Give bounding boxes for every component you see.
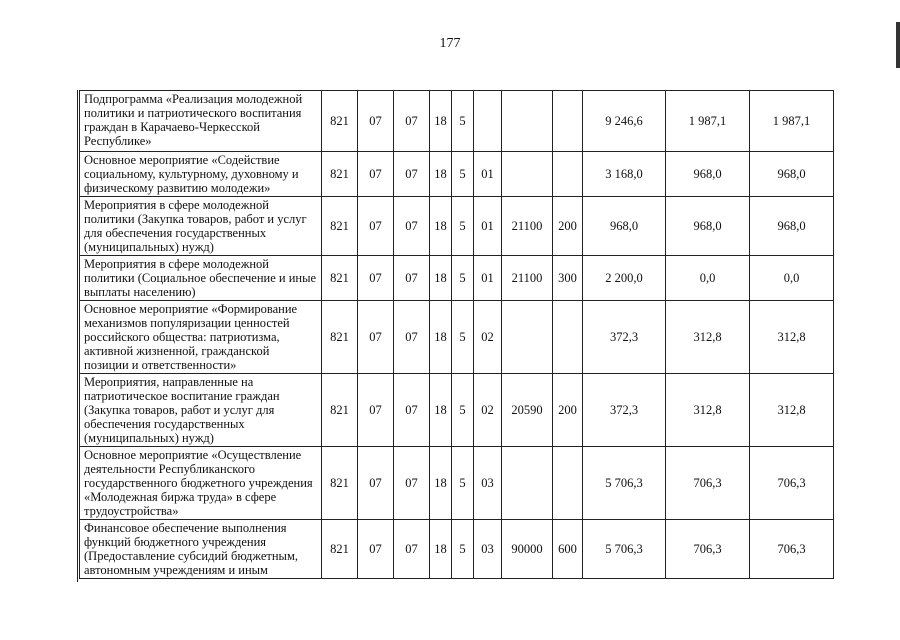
subprogram-cell: 5 [452,152,474,197]
table-row [80,520,834,579]
amount-year2-cell: 0,0 [666,256,750,301]
row-name-cell: Мероприятия в сфере молодежной политики (Социальное обеспечение и иные выплаты населению) [80,256,322,301]
subsection-cell: 07 [394,520,430,579]
subprogram-cell: 5 [452,301,474,374]
code-cell: 821 [322,197,358,256]
code-cell: 821 [322,256,358,301]
program-cell: 18 [430,256,452,301]
code-cell: 821 [322,447,358,520]
amount-year1-cell: 968,0 [583,197,666,256]
row-name-cell: Мероприятия в сфере молодежной политики (Закупка товаров, работ и услуг для обеспечения государственных (муниципальных) нужд) [80,197,322,256]
row-name-cell: Финансовое обеспечение выполнения функций бюджетного учреждения (Предоставление субсидий бюджетным, автономным учреждениям и иным [80,520,322,579]
table-left-rule [77,90,78,582]
subsection-cell: 07 [394,91,430,152]
section-cell: 07 [358,152,394,197]
subprogram-cell: 5 [452,197,474,256]
program-cell: 18 [430,91,452,152]
code-cell: 821 [322,152,358,197]
expense-type-cell: 300 [553,256,583,301]
program-cell: 18 [430,447,452,520]
amount-year3-cell: 0,0 [750,256,834,301]
program-cell: 18 [430,152,452,197]
table-row [80,152,834,197]
table-body [80,91,834,579]
amount-year1-cell: 2 200,0 [583,256,666,301]
table-row [80,197,834,256]
subprogram-cell: 5 [452,91,474,152]
subsection-cell: 07 [394,447,430,520]
expense-type-cell: 600 [553,520,583,579]
table-row [80,256,834,301]
table-row [80,447,834,520]
amount-year1-cell: 9 246,6 [583,91,666,152]
subsection-cell: 07 [394,256,430,301]
subprogram-cell: 5 [452,447,474,520]
section-cell: 07 [358,374,394,447]
event-cell: 03 [474,447,502,520]
section-cell: 07 [358,197,394,256]
code-cell: 821 [322,301,358,374]
amount-year3-cell: 312,8 [750,301,834,374]
amount-year1-cell: 5 706,3 [583,520,666,579]
direction-cell: 21100 [502,256,553,301]
subprogram-cell: 5 [452,374,474,447]
table-row [80,374,834,447]
section-cell: 07 [358,520,394,579]
amount-year2-cell: 1 987,1 [666,91,750,152]
program-cell: 18 [430,197,452,256]
amount-year3-cell: 706,3 [750,447,834,520]
amount-year2-cell: 968,0 [666,197,750,256]
subsection-cell: 07 [394,374,430,447]
expense-type-cell [553,447,583,520]
section-cell: 07 [358,91,394,152]
row-name-cell: Мероприятия, направленные на патриотическое воспитание граждан (Закупка товаров, работ и услуг для обеспечения государственных (муниципальных) нужд) [80,374,322,447]
event-cell: 01 [474,152,502,197]
event-cell: 01 [474,197,502,256]
scan-edge-mark [896,22,900,68]
budget-table [79,90,834,579]
event-cell: 03 [474,520,502,579]
amount-year1-cell: 3 168,0 [583,152,666,197]
direction-cell [502,152,553,197]
table-row [80,301,834,374]
expense-type-cell [553,152,583,197]
amount-year3-cell: 1 987,1 [750,91,834,152]
row-name-cell: Основное мероприятие «Формирование механизмов популяризации ценностей российского общества: патриотизма, активной жизненной, гражданской позиции и ответственности» [80,301,322,374]
direction-cell: 20590 [502,374,553,447]
expense-type-cell: 200 [553,197,583,256]
event-cell: 01 [474,256,502,301]
amount-year2-cell: 312,8 [666,374,750,447]
event-cell [474,91,502,152]
amount-year3-cell: 706,3 [750,520,834,579]
event-cell: 02 [474,374,502,447]
code-cell: 821 [322,91,358,152]
row-name-cell: Подпрограмма «Реализация молодежной политики и патриотического воспитания граждан в Карачаево-Черкесской Республике» [80,91,322,152]
subsection-cell: 07 [394,301,430,374]
section-cell: 07 [358,256,394,301]
direction-cell [502,91,553,152]
section-cell: 07 [358,301,394,374]
program-cell: 18 [430,301,452,374]
page-number: 177 [439,36,461,51]
amount-year2-cell: 706,3 [666,447,750,520]
amount-year2-cell: 706,3 [666,520,750,579]
direction-cell: 90000 [502,520,553,579]
expense-type-cell [553,91,583,152]
amount-year1-cell: 5 706,3 [583,447,666,520]
amount-year3-cell: 968,0 [750,197,834,256]
code-cell: 821 [322,374,358,447]
subprogram-cell: 5 [452,520,474,579]
direction-cell: 21100 [502,197,553,256]
section-cell: 07 [358,447,394,520]
subsection-cell: 07 [394,197,430,256]
row-name-cell: Основное мероприятие «Содействие социальному, культурному, духовному и физическому развитию молодежи» [80,152,322,197]
amount-year1-cell: 372,3 [583,374,666,447]
amount-year3-cell: 312,8 [750,374,834,447]
expense-type-cell: 200 [553,374,583,447]
subprogram-cell: 5 [452,256,474,301]
event-cell: 02 [474,301,502,374]
direction-cell [502,447,553,520]
subsection-cell: 07 [394,152,430,197]
code-cell: 821 [322,520,358,579]
direction-cell [502,301,553,374]
row-name-cell: Основное мероприятие «Осуществление деятельности Республиканского государственного бюджетного учреждения «Молодежная биржа труда» в сфере трудоустройства» [80,447,322,520]
amount-year1-cell: 372,3 [583,301,666,374]
amount-year2-cell: 968,0 [666,152,750,197]
program-cell: 18 [430,374,452,447]
program-cell: 18 [430,520,452,579]
amount-year3-cell: 968,0 [750,152,834,197]
expense-type-cell [553,301,583,374]
amount-year2-cell: 312,8 [666,301,750,374]
table-row [80,91,834,152]
